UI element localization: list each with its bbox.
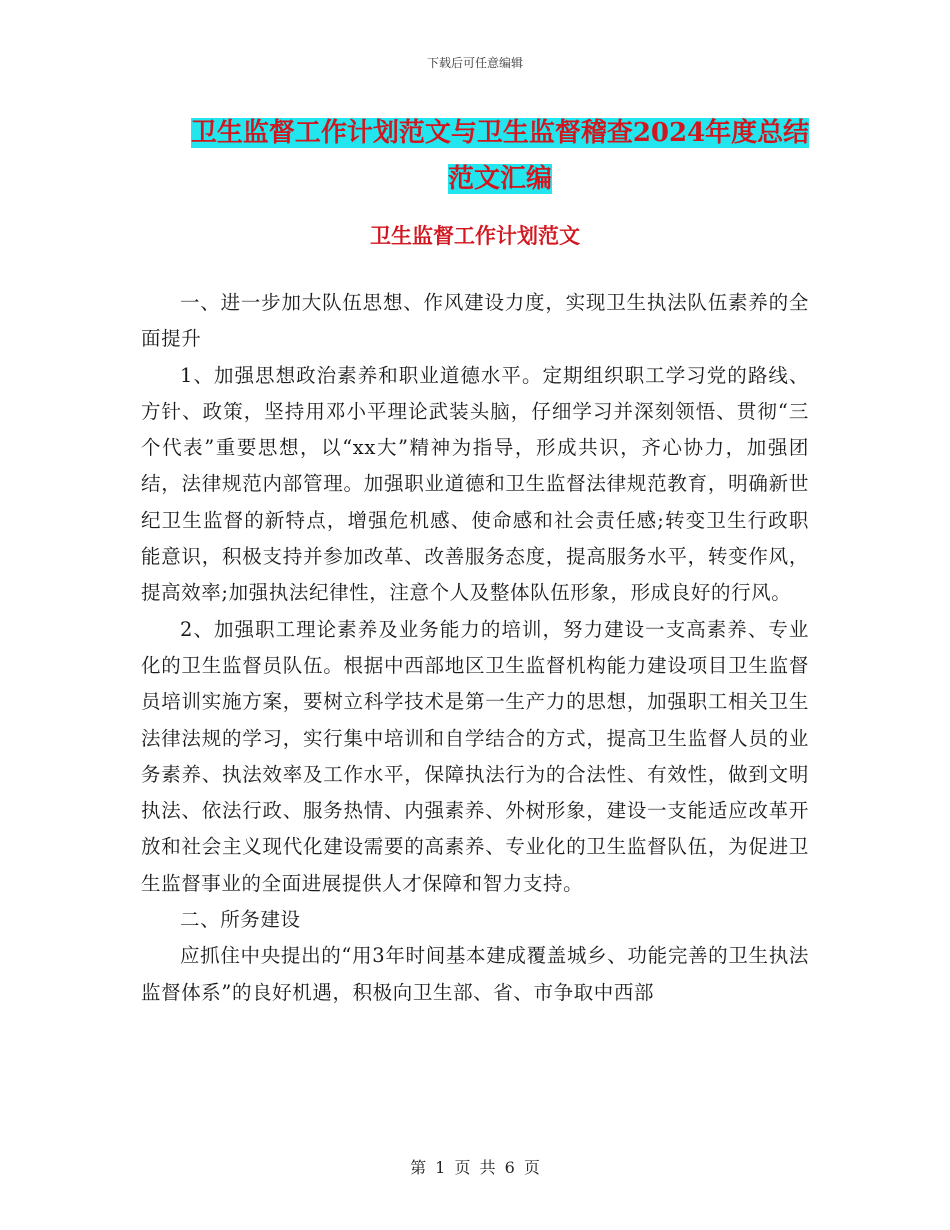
document-body xyxy=(141,285,809,1011)
document-title-line2: 范文汇编 xyxy=(447,164,552,194)
paragraph-heading-1: 一、进一步加大队伍思想、作风建设力度，实现卫生执法队伍素养的全面提升 xyxy=(141,291,809,351)
paragraph: 应抓住中央提出的“用3年时间基本建成覆盖城乡、功能完善的卫生执法监督体系”的良好机遇，积极向卫生部、省、市争取中西部 xyxy=(141,944,809,1004)
paragraph-heading-2: 二、所务建设 xyxy=(180,908,301,932)
page-header-note: 下载后可任意编辑 xyxy=(426,56,523,70)
page-number: 第 1 页 共 6 页 xyxy=(410,1158,540,1177)
paragraph: 2、加强职工理论素养及业务能力的培训，努力建设一支高素养、专业化的卫生监督员队伍。根据中西部地区卫生监督机构能力建设项目卫生监督员培训实施方案，要树立科学技术是第一生产力的思想，加强职工相关卫生法律法规的学习，实行集中培训和自学结合的方式，提高卫生监督人员的业务素养、执法效率及工作水平，保障执法行为的合法性、有效性，做到文明执法、依法行政、服务热情、内强素养、外树形象，建设一支能适应改革开放和社会主义现代化建设需要的高素养、专业化的卫生监督队伍，为促进卫生监督事业的全面进展提供人才保障和智力支持。 xyxy=(141,617,809,895)
paragraph: 1、加强思想政治素养和职业道德水平。定期组织职工学习党的路线、方针、政策，坚持用邓小平理论武装头脑，仔细学习并深刻领悟、贯彻“三个代表”重要思想，以“xx大”精神为指导，形成共识，齐心协力，加强团结，法律规范内部管理。加强职业道德和卫生监督法律规范教育，明确新世纪卫生监督的新特点，增强危机感、使命感和社会责任感;转变卫生行政职能意识，积极支持并参加改革、改善服务态度，提高服务水平，转变作风，提高效率;加强执法纪律性，注意个人及整体队伍形象，形成良好的行风。 xyxy=(141,363,809,605)
document-title xyxy=(140,110,860,202)
document-title-line1: 卫生监督工作计划范文与卫生监督稽查2024年度总结 xyxy=(190,118,810,148)
section-title: 卫生监督工作计划范文 xyxy=(370,223,580,248)
